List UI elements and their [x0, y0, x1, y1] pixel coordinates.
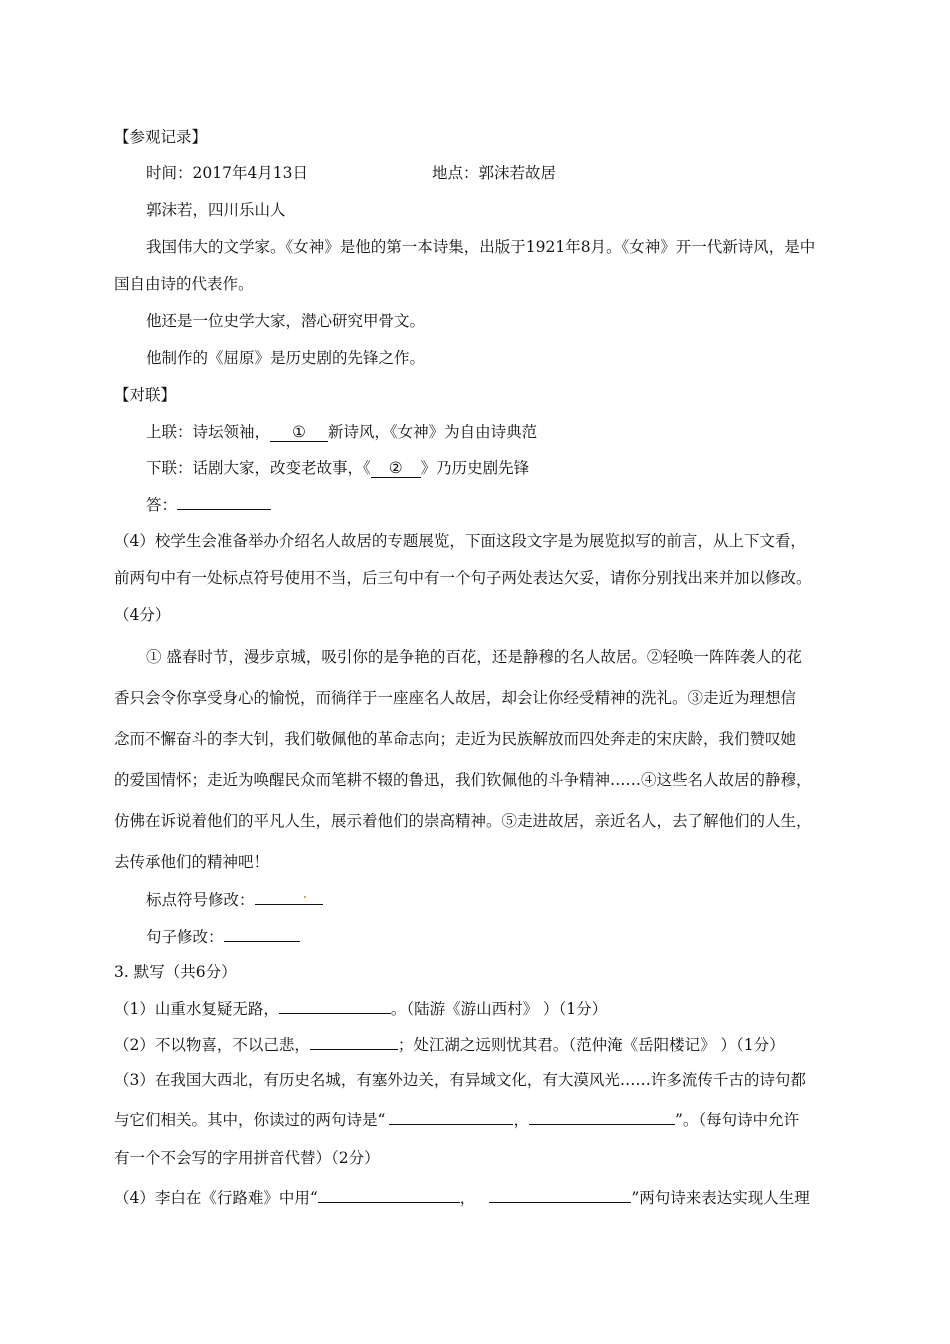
sentence-fix: [146, 925, 300, 948]
q3-item-4-mid: ，: [459, 1189, 476, 1207]
q3-blank-4a[interactable]: [318, 1186, 460, 1203]
q3-item-3-line-1: （3）在我国大西北，有历史名城，有塞外边关，有异域文化，有大漠风光……许多流传千古的诗句都: [114, 1071, 806, 1089]
q3-item-1-pre: （1）山重水复疑无路，: [114, 1000, 279, 1018]
q3-item-3-line-3: 有一个不会写的字用拼音代替）（2分）: [114, 1149, 380, 1167]
record-line-1: 郭沫若，四川乐山人: [146, 201, 286, 219]
couplet-lower-pre: 下联：话剧大家，改变老故事，《: [146, 459, 371, 477]
couplet-heading: 【对联】: [114, 386, 177, 404]
q4-line-2: 前两句中有一处标点符号使用不当，后三句中有一个句子两处表达欠妥，请你分别找出来并加以修改。: [114, 569, 812, 587]
blank-2[interactable]: ②: [371, 459, 421, 478]
passage-line-3: 念而不懈奋斗的李大钊，我们敬佩他的革命志向；走近为民族解放而四处奔走的宋庆龄，我们赞叹她: [114, 730, 797, 748]
passage-line-1: ① 盛春时节，漫步京城，吸引你的是争艳的百花，还是静穆的名人故居。②轻唤一阵阵袭人的花: [146, 648, 802, 666]
q3-heading: 3. 默写（共6分）: [114, 963, 237, 981]
punct-fix: [146, 884, 323, 911]
q3-item-2-pre: （2）不以物喜，不以己悲，: [114, 1036, 310, 1054]
q3-item-3-post: ”。（每句诗中允许: [674, 1111, 800, 1129]
q3-item-2-post: ；处江湖之远则忧其君。（范仲淹《岳阳楼记》 ）（1分）: [397, 1036, 785, 1054]
couplet-upper-post: 新诗风，《女神》为自由诗典范: [327, 423, 538, 441]
q3-item-2: [114, 1033, 785, 1056]
couplet-lower-post: 》乃历史剧先锋: [420, 459, 530, 477]
record-line-2a: 我国伟大的文学家。《女神》是他的第一本诗集，出版于1921年8月。《女神》开一代新诗风，是中: [146, 238, 816, 256]
couplet-upper: [146, 421, 537, 443]
q3-item-3-pre: 与它们相关。其中，你读过的两句诗是“: [114, 1111, 386, 1129]
punct-fix-label: 标点符号修改：: [146, 891, 255, 909]
q3-item-4: [114, 1186, 810, 1209]
q3-blank-3b[interactable]: [529, 1108, 675, 1125]
record-time: 时间：2017年4月13日: [146, 164, 309, 182]
couplet-upper-pre: 上联：诗坛领袖，: [146, 423, 271, 441]
record-line-4: 他制作的《屈原》是历史剧的先锋之作。: [146, 349, 426, 367]
passage-line-4: 的爱国情怀；走近为唤醒民众而笔耕不辍的鲁迅，我们钦佩他的斗争精神……④这些名人故居的静穆，: [114, 771, 812, 789]
q3-blank-2[interactable]: [310, 1033, 398, 1050]
blank-1[interactable]: ①: [270, 423, 328, 442]
q3-blank-4b[interactable]: [489, 1186, 631, 1203]
q3-blank-3a[interactable]: [389, 1108, 513, 1125]
passage-line-5: 仿佛在诉说着他们的平凡人生，展示着他们的崇高精神。⑤走进故居，亲近名人，去了解他们的人生，: [114, 812, 812, 830]
couplet-answer: [146, 493, 271, 516]
q3-item-3-line-2: [114, 1108, 799, 1131]
passage-line-6: 去传承他们的精神吧！: [114, 853, 270, 871]
couplet-lower: [146, 457, 529, 479]
q3-blank-1[interactable]: [279, 997, 391, 1014]
q3-item-4-pre: （4）李白在《行路难》中用“: [114, 1189, 318, 1207]
record-place: 地点：郭沫若故居: [432, 164, 557, 182]
punct-dot: .: [302, 884, 308, 902]
record-line-2b: 国自由诗的代表作。: [114, 275, 254, 293]
q4-line-3: （4分）: [114, 606, 171, 624]
passage-line-2: 香只会令你享受身心的愉悦，而徜徉于一座座名人故居，却会让你经受精神的洗礼。③走近为理想信: [114, 689, 797, 707]
answer-label: 答：: [146, 496, 178, 514]
q4-line-1: （4）校学生会准备举办介绍名人故居的专题展览，下面这段文字是为展览拟写的前言，从上下文看，: [114, 532, 806, 550]
record-line-3: 他还是一位史学大家，潜心研究甲骨文。: [146, 312, 426, 330]
record-heading: 【参观记录】: [114, 128, 208, 146]
answer-blank[interactable]: [177, 493, 271, 510]
sentence-fix-blank[interactable]: [224, 925, 300, 942]
q3-item-1-post: 。（陆游《游山西村》 ）（1分）: [390, 1000, 608, 1018]
punct-fix-blank[interactable]: [255, 884, 323, 905]
q3-item-3-mid: ，: [513, 1111, 529, 1129]
q3-item-1: [114, 997, 607, 1020]
q3-item-4-post: ”两句诗来表达实现人生理: [631, 1189, 810, 1207]
sentence-fix-label: 句子修改：: [146, 928, 224, 946]
